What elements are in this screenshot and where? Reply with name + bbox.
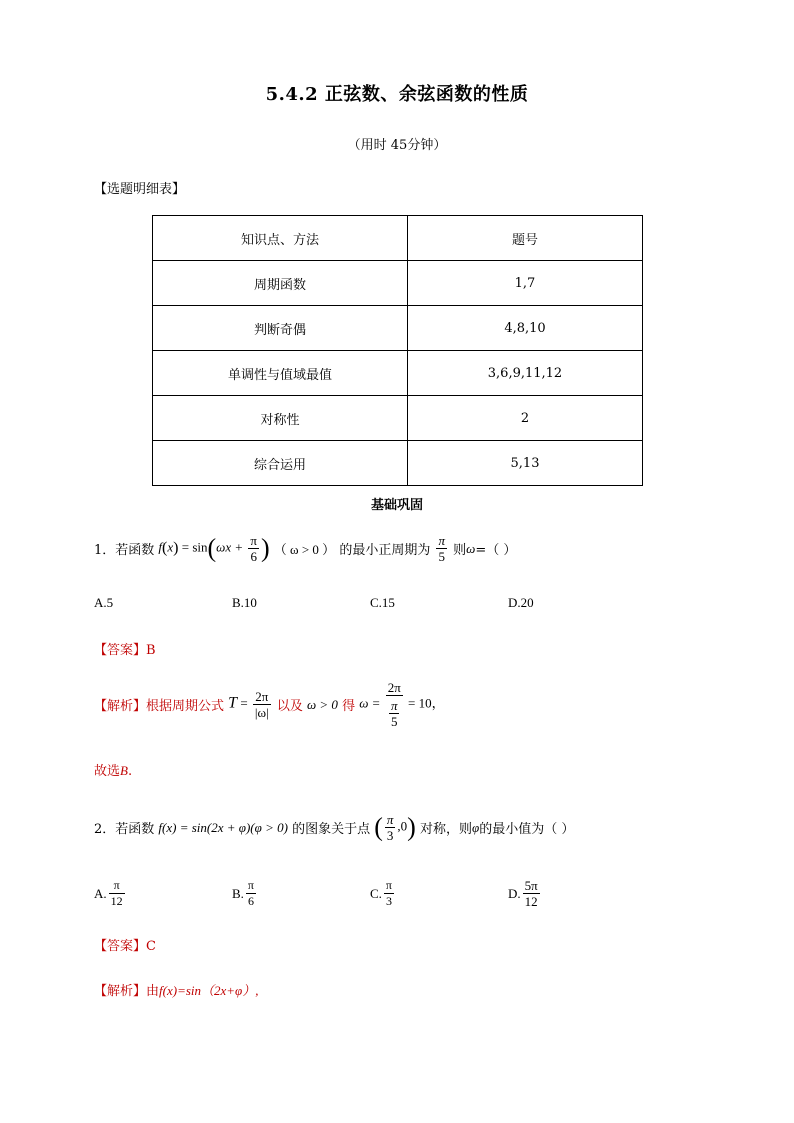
section-label: 【选题明细表】	[94, 182, 186, 197]
option-d	[508, 878, 542, 909]
numerator: π	[250, 533, 257, 548]
option-c	[370, 878, 396, 909]
plus-x: x +	[225, 539, 244, 555]
question-text: 对称，则	[419, 822, 472, 837]
function-expression: f(x) = sin(ωx + $\frac{\pi}{6}$ )	[158, 533, 270, 564]
option-b	[232, 878, 258, 909]
numerator: π	[113, 878, 120, 892]
answer-label: 【答案】	[94, 643, 147, 658]
question-text: 则	[453, 543, 467, 558]
y-coordinate: ,0	[397, 818, 408, 834]
table-cell-numbers: 1,7	[408, 261, 643, 306]
result-value: = 10	[408, 695, 432, 711]
period-formula	[228, 689, 273, 720]
fraction	[253, 689, 271, 720]
option-c: C.15	[370, 595, 395, 610]
solution-text: 得	[342, 699, 356, 714]
table-cell-topic: 单调性与值域最值	[153, 351, 408, 396]
conclusion-letter: B	[120, 763, 128, 778]
fraction	[248, 533, 259, 564]
solution-2	[94, 980, 259, 999]
option-fraction	[523, 878, 540, 909]
denominator: 5	[389, 713, 400, 729]
solution-1-conclusion	[94, 760, 132, 779]
inner-fraction	[389, 698, 400, 729]
question-1	[94, 533, 516, 564]
function-expression: f(x) = sin(2x + φ)(φ > 0)	[158, 819, 288, 835]
condition: ω > 0	[306, 696, 338, 712]
table-cell-numbers: 2	[408, 396, 643, 441]
phi-symbol: φ	[471, 819, 480, 835]
omega-symbol: ω	[216, 539, 226, 555]
variable: x	[167, 539, 174, 555]
table-cell-topic: 对称性	[153, 396, 408, 441]
table-cell-topic: 周期函数	[153, 261, 408, 306]
omega-result	[359, 680, 444, 729]
table-cell-numbers: 3,6,9,11,12	[408, 351, 643, 396]
option-fraction	[384, 878, 394, 909]
time-limit: （用时 45分钟）	[347, 138, 447, 153]
option-d: D.20	[508, 595, 534, 610]
section-heading-basic: 基础巩固	[370, 498, 423, 513]
denominator: 6	[248, 548, 259, 564]
option-letter: D.	[508, 885, 521, 901]
answer-label: 【答案】	[94, 939, 147, 954]
table-header-cell: 知识点、方法	[153, 216, 408, 261]
table-cell-topic: 判断奇偶	[153, 306, 408, 351]
numerator: π	[386, 812, 394, 827]
omega-symbol: ω	[466, 540, 476, 556]
denominator: 6	[246, 893, 256, 909]
topic-table	[152, 215, 643, 486]
denominator: 5	[436, 548, 447, 564]
answer-1	[94, 639, 156, 658]
denominator: 12	[110, 894, 123, 908]
table-header-cell: 题号	[408, 216, 643, 261]
answer-value: B	[146, 643, 156, 658]
table-cell-topic: 综合运用	[153, 441, 408, 486]
option-fraction	[109, 878, 125, 909]
denominator: |ω|	[254, 705, 269, 720]
question-2	[94, 812, 574, 843]
solution-text: 由	[146, 984, 160, 999]
option-a	[94, 878, 127, 909]
sin-text: = sin	[181, 539, 208, 555]
answer-2	[94, 935, 156, 954]
solution-text: 以及	[276, 699, 303, 714]
page-title: 5.4.2 正弦数、余弦函数的性质	[265, 84, 529, 105]
point-coordinates: ( $\frac{\pi}{3}$ ,0)	[374, 812, 416, 843]
function-name: f	[158, 539, 163, 555]
option-b: B.10	[232, 595, 257, 610]
period-fraction	[436, 533, 447, 564]
option-letter: A.	[94, 885, 107, 901]
table-row	[153, 396, 643, 441]
numerator: 2π	[255, 689, 269, 704]
question-text: 的最小正周期为	[339, 543, 431, 558]
denominator: 12	[523, 893, 540, 909]
numerator: π	[438, 533, 445, 548]
table-cell-numbers: 4,8,10	[408, 306, 643, 351]
table-cell-numbers: 5,13	[408, 441, 643, 486]
solution-expression: f(x)=sin（2x+φ）,	[159, 983, 259, 998]
denominator: 3	[384, 893, 394, 909]
table-row	[153, 306, 643, 351]
condition: （ ω > 0 ）	[273, 542, 336, 557]
question-text: 的图象关于点	[292, 822, 371, 837]
solution-text: 根据周期公式	[146, 699, 225, 714]
solution-1	[94, 680, 445, 729]
table-row	[153, 351, 643, 396]
answer-blank: =（ ）	[475, 543, 517, 558]
comma: ，	[431, 695, 445, 711]
answer-blank: 的最小值为（ ）	[479, 822, 575, 837]
solution-label: 【解析】	[94, 699, 147, 714]
question-number: 1．若函数	[94, 543, 155, 558]
numerator: 5π	[524, 878, 538, 893]
fraction	[385, 812, 396, 843]
denominator	[386, 695, 403, 729]
answer-value: C	[146, 939, 156, 954]
option-letter: B.	[232, 885, 244, 901]
table-header-row	[153, 216, 643, 261]
solution-label: 【解析】	[94, 984, 147, 999]
question-number: 2．若函数	[94, 822, 155, 837]
period-symbol: T	[228, 694, 238, 712]
option-a: A.5	[94, 595, 114, 610]
numerator: π	[385, 878, 392, 892]
numerator: π	[247, 878, 254, 892]
table-row	[153, 441, 643, 486]
denominator: 3	[385, 827, 396, 843]
period-dot: .	[127, 764, 133, 779]
omega-equals: ω =	[359, 695, 381, 711]
table-row	[153, 261, 643, 306]
equals: =	[240, 695, 248, 711]
option-letter: C.	[370, 885, 382, 901]
option-fraction	[246, 878, 256, 909]
numerator: 2π	[387, 680, 401, 695]
numerator: π	[390, 698, 398, 713]
conclusion-text: 故选	[94, 764, 121, 779]
compound-fraction	[386, 680, 403, 729]
